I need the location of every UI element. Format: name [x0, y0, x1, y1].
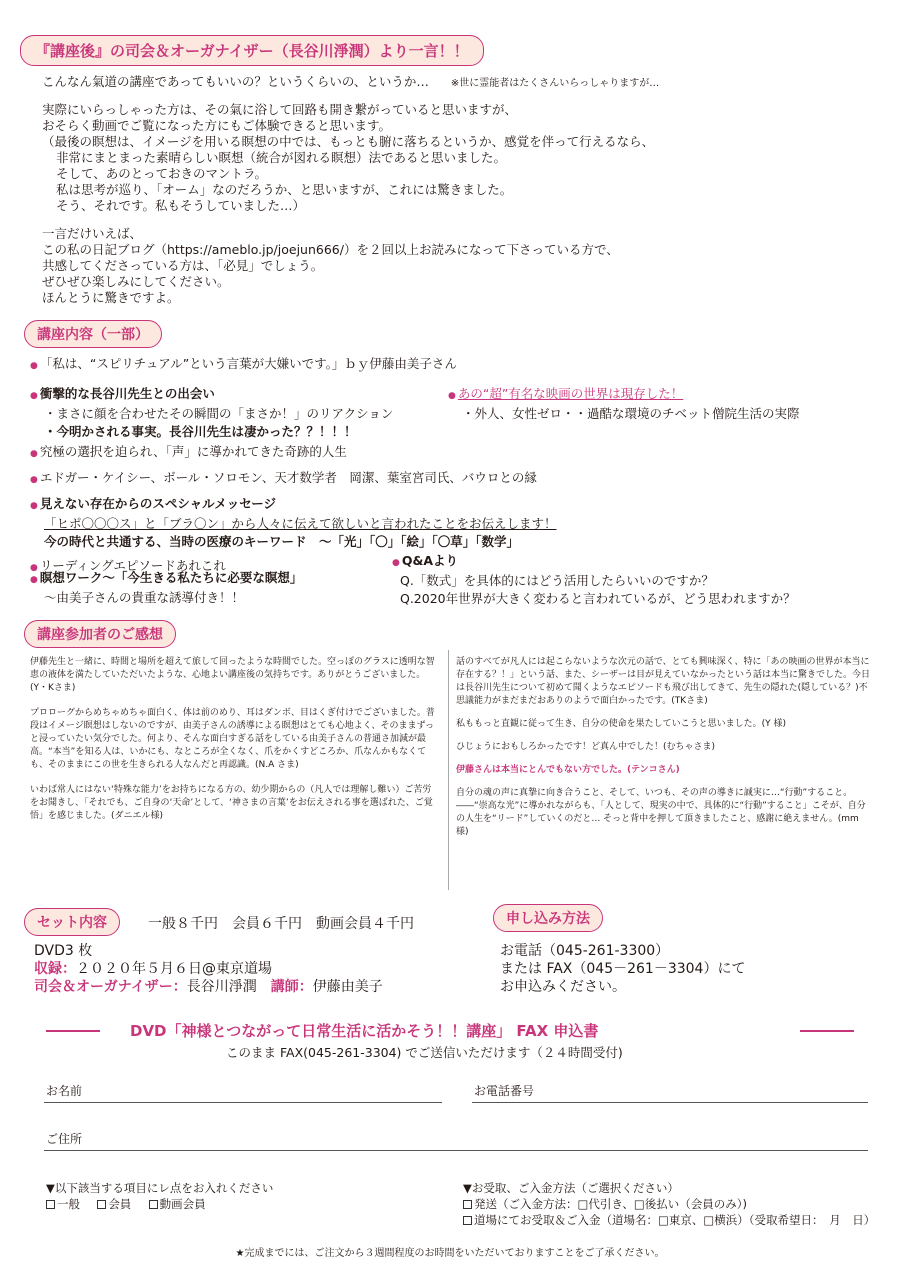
set-recording-value: ２０２０年５月６日@東京道場	[76, 961, 272, 977]
option-member[interactable]	[97, 1197, 131, 1211]
intro-line1	[42, 74, 862, 92]
apply-line1: お電話（045-261-3300）	[500, 943, 670, 959]
impressions-left	[30, 656, 436, 823]
set-recording	[34, 960, 383, 978]
option-general[interactable]	[46, 1197, 80, 1211]
qa-title-text: Q&Aより	[401, 553, 459, 568]
receive-option-1[interactable]	[463, 1196, 875, 1212]
set-lecturer-value: 伊藤由美子	[312, 979, 383, 995]
apply-line3: お申込みください。	[500, 979, 626, 995]
intro-section	[42, 74, 862, 306]
intro-p3-1: この私の日記ブログ（https://ameblo.jp/joejun666/）を２回以上お読みになって下さっている方で、	[42, 242, 619, 257]
checkbox-video-member[interactable]	[149, 1200, 158, 1209]
checkbox-shipping[interactable]	[463, 1200, 472, 1209]
phone-field[interactable]	[472, 1102, 868, 1103]
impression-right-5: 自分の魂の声に真摯に向き合うこと、そして、いつも、その声の導きに誠実に…“行動”すること。――“崇高な光”に導かれながらも、「人として、現実の中で、具体的に“行動”すること」こそが、自分の人生を“リード”していくのだと… そっと背中を押して頂きましたこと、感謝に絶えません。(mm 様)	[456, 788, 866, 837]
contents-item-5-text: エドガー・ケイシー、ボール・ソロモン、天才数学者 岡潔、葉室宮司氏、バウロとの縁	[39, 470, 537, 485]
contents-item-2-sub1: ・まさに顔を合わせたその瞬間の「まさか！」のリアクション	[44, 406, 394, 421]
set-details	[34, 942, 383, 996]
contents-item-3-text: あの“超”有名な映画の世界は現存した！	[457, 386, 684, 401]
impression-right-3: ひじょうにおもしろかったです！ど真ん中でした！(むちゃさま)	[456, 742, 716, 752]
checkbox-dojo[interactable]	[463, 1216, 472, 1225]
membership-check	[46, 1180, 273, 1212]
address-field[interactable]	[44, 1150, 868, 1151]
contents-left-col	[30, 386, 450, 440]
set-dvd: DVD3 枚	[34, 943, 93, 959]
receive-option-2[interactable]	[463, 1212, 875, 1228]
contents-item-7-text: リーディングエピソードあれこれ	[39, 558, 226, 573]
impressions-heading: 講座参加者のご感想	[24, 620, 176, 648]
contents-right-col	[448, 386, 878, 422]
intro-p3-3: ぜひぜひ楽しみにしてください。	[42, 274, 230, 289]
contents-item-8	[30, 570, 390, 588]
option-video-member-label: 動画会員	[159, 1197, 206, 1211]
intro-p2-5: 私は思考が巡り、「オーム」なのだろうか、と思いますが、これには驚きました。	[56, 182, 513, 197]
contents-meditation	[30, 570, 390, 606]
contents-item-3-sub: ・外人、女性ゼロ・・過酷な環境のチベット僧院生活の実際	[462, 406, 800, 421]
set-mc-value: 長谷川淨潤	[186, 979, 257, 995]
contents-qa	[392, 553, 882, 607]
address-label: ご住所	[46, 1132, 83, 1146]
impressions-divider	[448, 650, 449, 890]
contents-item-6-text: 見えない存在からのスペシャルメッセージ	[39, 496, 276, 511]
contents-item-1	[30, 356, 870, 374]
impression-left-2: プロローグからめちゃめちゃ面白く、体は前のめり、耳はダンボ、目はくぎ付けでございました。普段はイメージ瞑想はしないのですが、由美子さんの誘導による瞑想はとても心地よく、そのままずっと浸っていたい気分でした。何より、そんな面白すぎる話をしている由美子さんの普通さ加減が最高。“本当”を知る人は、いかにも、なところが全くなく、爪をかくすどころか、爪なんかもなくても、そのままにこの世を生きられる人なんだと再認識。(N.A さま)	[30, 708, 435, 770]
checkbox-member[interactable]	[97, 1200, 106, 1209]
intro-p3-0: 一言だけいえば、	[42, 226, 143, 241]
header-title: 『講座後』の司会＆オーガナイザー（長谷川淨潤）より一言！！	[20, 35, 484, 66]
impression-left-3: いわば常人にはない‘特殊な能力’をお持ちになる方の、幼少期からの（凡人では理解し難い）ご苦労をお聞きし、「それでも、ご自身の‘天命’として、‘神さまの言葉’をお伝えされる事を選ばれた、ご覚悟」を感じました。(ダニエル様)	[30, 785, 433, 821]
contents-item-2	[30, 386, 450, 404]
intro-p2-4: そして、あのとっておきのマントラ。	[56, 166, 268, 181]
fax-title: DVD「神様とつながって日常生活に活かそう！！講座」 FAX 申込書	[130, 1022, 599, 1040]
intro-p2-2: （最後の瞑想は、イメージを用いる瞑想の中では、もっとも腑に落ちるというか、感覚を伴って行えるなら、	[42, 134, 655, 149]
receive-option-2-label: 道場にてお受取＆ご入金（道場名：□東京、□横浜）（受取希望日： 月 日）	[474, 1213, 876, 1227]
intro-text: こんなん氣道の講座であってもいいの？というくらいの、というか…	[42, 74, 429, 89]
apply-details	[500, 942, 745, 996]
set-recording-label: 収録：	[34, 961, 76, 977]
phone-label: お電話番号	[474, 1084, 535, 1098]
impression-right-2: 私ももっと直観に従って生き、自分の使命を果たしていこうと思いました。(Y 様)	[456, 719, 787, 729]
intro-p2-0: 実際にいらっしゃった方は、その氣に浴して回路も開き繋がっていると思いますが、	[42, 102, 518, 117]
membership-options	[46, 1196, 273, 1212]
fax-title-rule-right	[800, 1030, 854, 1032]
receive-method	[463, 1180, 875, 1228]
impression-right-4: 伊藤さんは本当にとんでもない方でした。(テンコさん)	[456, 765, 680, 775]
set-staff	[34, 978, 383, 996]
qa-2: Q.2020年世界が大きく変わると言われているが、どう思われますか？	[400, 591, 796, 606]
contents-heading: 講座内容（一部）	[24, 320, 162, 348]
contents-item-3	[448, 386, 878, 404]
membership-check-title: ▼以下該当する項目にレ点をお入れください	[46, 1181, 274, 1195]
set-prices: 一般８千円 会員６千円 動画会員４千円	[148, 916, 414, 932]
qa-title	[392, 553, 882, 571]
intro-p2-1: おそらく動画でご覧になった方にもご体験できると思います。	[42, 118, 392, 133]
contents-item-6-sub2: 今の時代と共通する、当時の医療のキーワード ～「光」「〇」「絵」「〇草」「数学」	[44, 534, 520, 549]
contents-item-8-sub: ～由美子さんの貴重な誘導付き！！	[44, 590, 245, 605]
footer-note: ★完成までには、ご注文から３週間程度のお時間をいただいておりますことをご了承ください。	[235, 1248, 665, 1259]
intro-p2-6: そう、それです。私もそうしていました…）	[56, 198, 306, 213]
checkbox-general[interactable]	[46, 1200, 55, 1209]
contents-item-4	[30, 444, 870, 462]
contents-item-8-text: 瞑想ワーク～「今生きる私たちに必要な瞑想」	[39, 570, 303, 585]
contents-item-5	[30, 470, 870, 488]
fax-subtitle: このまま FAX(045-261-3304) でご送信いただけます（２４時間受付)	[226, 1045, 623, 1060]
impression-right-1: 話のすべてが凡人には起こらないような次元の話で、とても興味深く、特に「あの映画の世界が本当に存在する？！」という話、また、シーザーは目が見えていなかったという話は本当に驚きでした。今日は長谷川先生について初めて聞くようなエピソードも飛び出してきて、先生の隠れた(隠している？)不思議能力がまだまだおありのようで面白かったです。(TKさま)	[456, 657, 871, 706]
contents-list	[30, 356, 870, 374]
contents-item-4-text: 究極の選択を迫られ、「声」に導かれてきた奇跡的人生	[39, 444, 347, 459]
name-label: お名前	[46, 1084, 83, 1098]
impressions-right	[456, 656, 870, 839]
qa-1: Q.「数式」を具体的にはどう活用したらいいのですか？	[400, 573, 714, 588]
intro-p3-2: 共感してくださっている方は、「必見」でしょう。	[42, 258, 324, 273]
apply-heading: 申し込み方法	[493, 904, 603, 932]
intro-p2-3: 非常にまとまった素晴らしい瞑想（統合が図れる瞑想）法であると思いました。	[56, 150, 507, 165]
set-mc-label: 司会＆オーガナイザー：	[34, 979, 187, 995]
receive-option-1-label: 発送（ご入金方法：□代引き、□後払い（会員のみ）)	[474, 1197, 748, 1211]
contents-item-2-text: 衝撃的な長谷川先生との出会い	[39, 386, 215, 401]
option-member-label: 会員	[108, 1197, 132, 1211]
contents-item-6-sub1: 「ヒポ〇〇〇ス」と「ブラ〇ン」から人々に伝えて欲しいと言われたことをお伝えします！	[44, 516, 557, 531]
contents-item-1-text: 「私は、“スピリチュアル”という言葉が大嫌いです。」ｂｙ伊藤由美子さん	[39, 356, 457, 371]
set-heading: セット内容	[24, 908, 120, 936]
receive-title: ▼お受取、ご入金方法（ご選択ください）	[463, 1181, 679, 1195]
intro-p3-4: ほんとうに驚きですよ。	[42, 290, 180, 305]
option-general-label: 一般	[57, 1197, 80, 1211]
name-field[interactable]	[44, 1102, 442, 1103]
contents-item-6	[30, 496, 870, 514]
set-lecturer-label: 講師：	[270, 979, 313, 995]
apply-line2: または FAX（045－261－3304）にて	[500, 961, 746, 977]
intro-note: ※世に霊能者はたくさんいらっしゃりますが…	[450, 78, 660, 89]
impression-left-1: 伊藤先生と一緒に、時間と場所を超えて旅して回ったような時間でした。空っぽのグラスに透明な智恵の液体を満たしていただいたような、心地よい講座後の気持ちです。ありがとうございました。(Y・Kさま)	[30, 657, 435, 693]
fax-title-rule-left	[46, 1030, 100, 1032]
contents-item-2-sub2: ・今明かされる事実。長谷川先生は凄かった？？！！！	[44, 424, 357, 439]
option-video-member[interactable]	[149, 1197, 206, 1211]
